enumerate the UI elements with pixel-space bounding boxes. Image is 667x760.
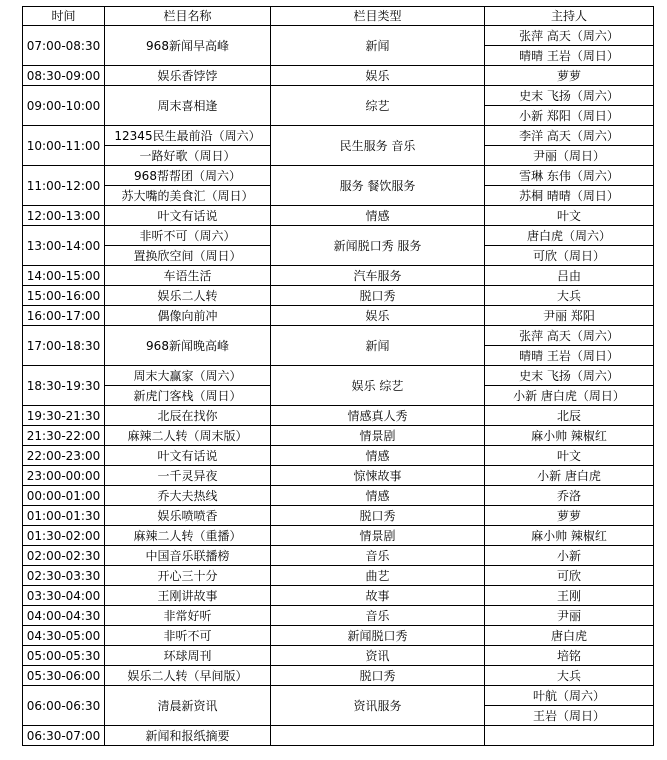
host-cell: 小新 bbox=[485, 546, 654, 566]
host-cell: 李洋 高天（周六） bbox=[485, 126, 654, 146]
time-cell: 06:30-07:00 bbox=[23, 726, 105, 746]
program-type-cell: 民生服务 音乐 bbox=[271, 126, 485, 166]
program-name-cell: 置换欣空间（周日） bbox=[105, 246, 271, 266]
time-cell: 10:00-11:00 bbox=[23, 126, 105, 166]
program-type-cell: 新闻脱口秀 bbox=[271, 626, 485, 646]
time-cell: 12:00-13:00 bbox=[23, 206, 105, 226]
table-row bbox=[23, 626, 654, 646]
host-cell: 叶文 bbox=[485, 446, 654, 466]
program-type-cell: 新闻 bbox=[271, 26, 485, 66]
program-name-cell: 新闻和报纸摘要 bbox=[105, 726, 271, 746]
program-name-cell: 偶像向前冲 bbox=[105, 306, 271, 326]
time-cell: 14:00-15:00 bbox=[23, 266, 105, 286]
program-type-cell: 情景剧 bbox=[271, 426, 485, 446]
time-cell: 17:00-18:30 bbox=[23, 326, 105, 366]
time-cell: 11:00-12:00 bbox=[23, 166, 105, 206]
schedule-body bbox=[23, 26, 654, 746]
program-name-cell: 新虎门客栈（周日） bbox=[105, 386, 271, 406]
time-cell: 03:30-04:00 bbox=[23, 586, 105, 606]
program-name-cell: 非听不可（周六） bbox=[105, 226, 271, 246]
program-type-cell: 惊悚故事 bbox=[271, 466, 485, 486]
table-header bbox=[23, 7, 654, 26]
time-cell: 09:00-10:00 bbox=[23, 86, 105, 126]
table-row bbox=[23, 466, 654, 486]
program-type-cell: 音乐 bbox=[271, 606, 485, 626]
program-name-cell: 王刚讲故事 bbox=[105, 586, 271, 606]
host-cell: 大兵 bbox=[485, 286, 654, 306]
host-cell: 萝萝 bbox=[485, 66, 654, 86]
program-name-cell: 环球周刊 bbox=[105, 646, 271, 666]
program-name-cell: 娱乐喷喷香 bbox=[105, 506, 271, 526]
program-name-cell: 麻辣二人转（周末版） bbox=[105, 426, 271, 446]
host-cell: 小新 唐白虎 bbox=[485, 466, 654, 486]
header-time: 时间 bbox=[23, 7, 105, 26]
host-cell: 麻小帅 辣椒红 bbox=[485, 426, 654, 446]
program-name-cell: 娱乐二人转 bbox=[105, 286, 271, 306]
time-cell: 06:00-06:30 bbox=[23, 686, 105, 726]
time-cell: 00:00-01:00 bbox=[23, 486, 105, 506]
program-type-cell: 情景剧 bbox=[271, 526, 485, 546]
program-name-cell: 周末大赢家（周六） bbox=[105, 366, 271, 386]
program-type-cell: 娱乐 综艺 bbox=[271, 366, 485, 406]
header-program-type: 栏目类型 bbox=[271, 7, 485, 26]
header-row bbox=[23, 7, 654, 26]
schedule-table bbox=[22, 6, 654, 746]
table-row bbox=[23, 126, 654, 146]
program-type-cell: 资讯服务 bbox=[271, 686, 485, 726]
host-cell: 萝萝 bbox=[485, 506, 654, 526]
program-type-cell: 综艺 bbox=[271, 86, 485, 126]
program-name-cell: 周末喜相逢 bbox=[105, 86, 271, 126]
time-cell: 04:00-04:30 bbox=[23, 606, 105, 626]
table-row bbox=[23, 726, 654, 746]
table-row bbox=[23, 166, 654, 186]
time-cell: 08:30-09:00 bbox=[23, 66, 105, 86]
table-row bbox=[23, 366, 654, 386]
time-cell: 23:00-00:00 bbox=[23, 466, 105, 486]
program-type-cell: 脱口秀 bbox=[271, 506, 485, 526]
program-type-cell: 娱乐 bbox=[271, 66, 485, 86]
program-name-cell: 968新闻早高峰 bbox=[105, 26, 271, 66]
program-type-cell: 情感真人秀 bbox=[271, 406, 485, 426]
host-cell: 可欣（周日） bbox=[485, 246, 654, 266]
host-cell: 唐白虎 bbox=[485, 626, 654, 646]
table-row bbox=[23, 686, 654, 706]
table-row bbox=[23, 646, 654, 666]
host-cell: 尹丽 郑阳 bbox=[485, 306, 654, 326]
host-cell: 小新 郑阳（周日） bbox=[485, 106, 654, 126]
program-type-cell: 曲艺 bbox=[271, 566, 485, 586]
host-cell: 北辰 bbox=[485, 406, 654, 426]
program-name-cell: 一路好歌（周日） bbox=[105, 146, 271, 166]
host-cell: 可欣 bbox=[485, 566, 654, 586]
table-row bbox=[23, 326, 654, 346]
host-cell: 王刚 bbox=[485, 586, 654, 606]
host-cell: 张萍 高天（周六） bbox=[485, 26, 654, 46]
program-name-cell: 麻辣二人转（重播） bbox=[105, 526, 271, 546]
host-cell: 叶航（周六） bbox=[485, 686, 654, 706]
table-row bbox=[23, 406, 654, 426]
host-cell: 晴晴 王岩（周日） bbox=[485, 46, 654, 66]
host-cell: 尹丽 bbox=[485, 606, 654, 626]
host-cell: 王岩（周日） bbox=[485, 706, 654, 726]
table-row bbox=[23, 66, 654, 86]
table-row bbox=[23, 666, 654, 686]
host-cell bbox=[485, 726, 654, 746]
program-name-cell: 车语生活 bbox=[105, 266, 271, 286]
program-name-cell: 非听不可 bbox=[105, 626, 271, 646]
program-type-cell: 故事 bbox=[271, 586, 485, 606]
program-type-cell: 情感 bbox=[271, 486, 485, 506]
program-name-cell: 968帮帮团（周六） bbox=[105, 166, 271, 186]
program-name-cell: 乔大夫热线 bbox=[105, 486, 271, 506]
table-row bbox=[23, 486, 654, 506]
table-row bbox=[23, 446, 654, 466]
host-cell: 史末 飞扬（周六） bbox=[485, 366, 654, 386]
host-cell: 培铭 bbox=[485, 646, 654, 666]
table-row bbox=[23, 286, 654, 306]
host-cell: 麻小帅 辣椒红 bbox=[485, 526, 654, 546]
program-name-cell: 非常好听 bbox=[105, 606, 271, 626]
host-cell: 叶文 bbox=[485, 206, 654, 226]
table-row bbox=[23, 526, 654, 546]
table-row bbox=[23, 206, 654, 226]
host-cell: 大兵 bbox=[485, 666, 654, 686]
program-type-cell: 脱口秀 bbox=[271, 666, 485, 686]
host-cell: 乔洛 bbox=[485, 486, 654, 506]
host-cell: 苏桐 晴晴（周日） bbox=[485, 186, 654, 206]
time-cell: 02:30-03:30 bbox=[23, 566, 105, 586]
program-type-cell: 娱乐 bbox=[271, 306, 485, 326]
program-type-cell bbox=[271, 726, 485, 746]
program-name-cell: 开心三十分 bbox=[105, 566, 271, 586]
time-cell: 22:00-23:00 bbox=[23, 446, 105, 466]
table-row bbox=[23, 506, 654, 526]
time-cell: 13:00-14:00 bbox=[23, 226, 105, 266]
host-cell: 张萍 高天（周六） bbox=[485, 326, 654, 346]
program-name-cell: 12345民生最前沿（周六） bbox=[105, 126, 271, 146]
program-name-cell: 叶文有话说 bbox=[105, 206, 271, 226]
table-row bbox=[23, 306, 654, 326]
program-name-cell: 北辰在找你 bbox=[105, 406, 271, 426]
program-name-cell: 叶文有话说 bbox=[105, 446, 271, 466]
program-type-cell: 脱口秀 bbox=[271, 286, 485, 306]
host-cell: 尹丽（周日） bbox=[485, 146, 654, 166]
table-row bbox=[23, 546, 654, 566]
time-cell: 07:00-08:30 bbox=[23, 26, 105, 66]
host-cell: 小新 唐白虎（周日） bbox=[485, 386, 654, 406]
time-cell: 05:00-05:30 bbox=[23, 646, 105, 666]
program-name-cell: 清晨新资讯 bbox=[105, 686, 271, 726]
time-cell: 21:30-22:00 bbox=[23, 426, 105, 446]
program-name-cell: 968新闻晚高峰 bbox=[105, 326, 271, 366]
program-type-cell: 汽车服务 bbox=[271, 266, 485, 286]
time-cell: 01:30-02:00 bbox=[23, 526, 105, 546]
time-cell: 05:30-06:00 bbox=[23, 666, 105, 686]
table-row bbox=[23, 26, 654, 46]
header-program-name: 栏目名称 bbox=[105, 7, 271, 26]
program-type-cell: 服务 餐饮服务 bbox=[271, 166, 485, 206]
table-row bbox=[23, 266, 654, 286]
program-name-cell: 一千灵异夜 bbox=[105, 466, 271, 486]
program-type-cell: 新闻 bbox=[271, 326, 485, 366]
program-type-cell: 情感 bbox=[271, 446, 485, 466]
table-row bbox=[23, 426, 654, 446]
host-cell: 唐白虎（周六） bbox=[485, 226, 654, 246]
program-type-cell: 音乐 bbox=[271, 546, 485, 566]
host-cell: 史末 飞扬（周六） bbox=[485, 86, 654, 106]
program-type-cell: 情感 bbox=[271, 206, 485, 226]
header-host: 主持人 bbox=[485, 7, 654, 26]
time-cell: 16:00-17:00 bbox=[23, 306, 105, 326]
table-row bbox=[23, 226, 654, 246]
time-cell: 02:00-02:30 bbox=[23, 546, 105, 566]
table-row bbox=[23, 586, 654, 606]
table-row bbox=[23, 86, 654, 106]
program-type-cell: 新闻脱口秀 服务 bbox=[271, 226, 485, 266]
time-cell: 04:30-05:00 bbox=[23, 626, 105, 646]
table-row bbox=[23, 606, 654, 626]
program-name-cell: 娱乐二人转（早间版） bbox=[105, 666, 271, 686]
host-cell: 吕由 bbox=[485, 266, 654, 286]
time-cell: 19:30-21:30 bbox=[23, 406, 105, 426]
table-row bbox=[23, 566, 654, 586]
host-cell: 雪琳 东伟（周六） bbox=[485, 166, 654, 186]
program-name-cell: 中国音乐联播榜 bbox=[105, 546, 271, 566]
time-cell: 01:00-01:30 bbox=[23, 506, 105, 526]
time-cell: 18:30-19:30 bbox=[23, 366, 105, 406]
program-name-cell: 娱乐香饽饽 bbox=[105, 66, 271, 86]
program-name-cell: 苏大嘴的美食汇（周日） bbox=[105, 186, 271, 206]
host-cell: 晴晴 王岩（周日） bbox=[485, 346, 654, 366]
program-type-cell: 资讯 bbox=[271, 646, 485, 666]
time-cell: 15:00-16:00 bbox=[23, 286, 105, 306]
